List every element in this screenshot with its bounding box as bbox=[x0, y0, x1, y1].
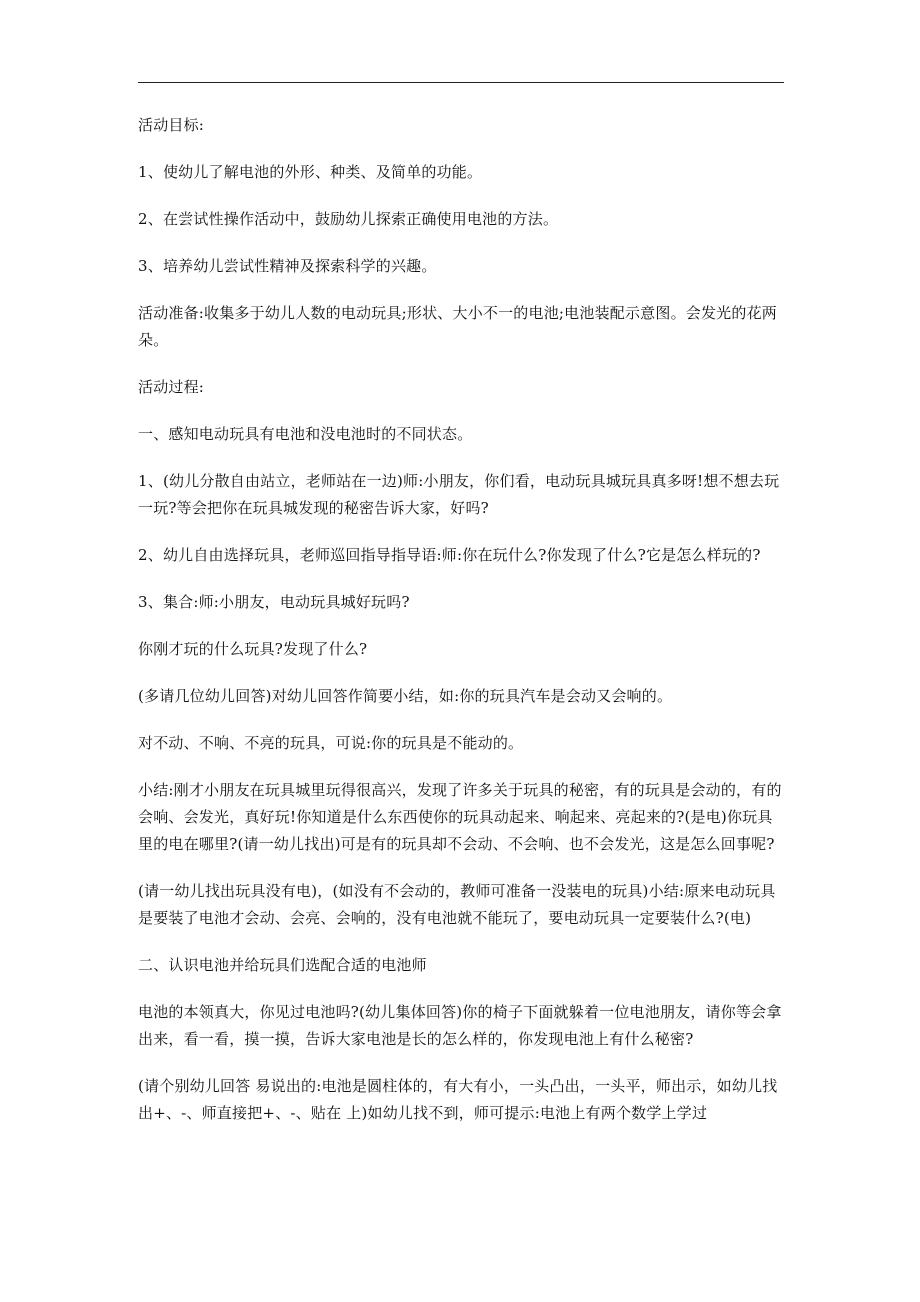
goal-item-2: 2、在尝试性操作活动中，鼓励幼儿探索正确使用电池的方法。 bbox=[138, 210, 559, 228]
process-paragraph: 2、幼儿自由选择玩具，老师巡回指导指导语:师:你在玩什么?你发现了什么?它是怎么样玩的? bbox=[138, 546, 761, 564]
process-paragraph: 1、(幼儿分散自由站立，老师站在一边)师:小朋友，你们看，电动玩具城玩具真多呀!想不想去玩一玩?等会把你在玩具城发现的秘密告诉大家，好吗? bbox=[138, 472, 780, 517]
goal-item-3: 3、培养幼儿尝试性精神及探索科学的兴趣。 bbox=[138, 257, 437, 275]
process-paragraph: 你刚才玩的什么玩具?发现了什么? bbox=[138, 640, 368, 658]
summary-paragraph: (请一幼儿找出玩具没有电)，(如没有不会动的，教师可准备一没装电的玩具)小结:原来电动玩具是要装了电池才会动、会亮、会响的，没有电池就不能玩了，要电动玩具一定要装什么?(电) bbox=[138, 882, 776, 927]
process-paragraph: (多请几位幼儿回答)对幼儿回答作简要小结，如:你的玩具汽车是会动又会响的。 bbox=[138, 687, 673, 705]
document-body bbox=[138, 112, 786, 1147]
process-paragraph: (请个别幼儿回答 易说出的:电池是圆柱体的，有大有小，一头凸出，一头平，师出示，如幼儿找出+、-、师直接把+、-、贴在 上)如幼儿找不到，师可提示:电池上有两个数学上学过 bbox=[138, 1077, 778, 1122]
process-step-2-heading: 二、认识电池并给玩具们选配合适的电池师 bbox=[138, 956, 427, 974]
process-step-1-heading: 一、感知电动玩具有电池和没电池时的不同状态。 bbox=[138, 425, 473, 443]
process-paragraph: 对不动、不响、不亮的玩具，可说:你的玩具是不能动的。 bbox=[138, 734, 524, 752]
process-paragraph: 电池的本领真大，你见过电池吗?(幼儿集体回答)你的椅子下面就躲着一位电池朋友，请你等会拿出来，看一看，摸一摸，告诉大家电池是长的怎么样的，你发现电池上有什么秘密? bbox=[138, 1003, 782, 1048]
section-heading-process: 活动过程: bbox=[138, 378, 205, 396]
summary-paragraph: 小结:刚才小朋友在玩具城里玩得很高兴，发现了许多关于玩具的秘密，有的玩具是会动的，有的会响、会发光，真好玩!你知道是什么东西使你的玩具动起来、响起来、亮起来的?(是电)你玩具里的电在哪里?(请一幼儿找出)可是有的玩具却不会动、不会响、也不会发光，这是怎么回事呢? bbox=[138, 781, 782, 853]
goal-item-1: 1、使幼儿了解电池的外形、种类、及简单的功能。 bbox=[138, 163, 483, 181]
header-rule bbox=[138, 82, 784, 83]
process-paragraph: 3、集合:师:小朋友，电动玩具城好玩吗? bbox=[138, 593, 410, 611]
section-heading-goals: 活动目标: bbox=[138, 116, 205, 134]
preparation-paragraph: 活动准备:收集多于幼儿人数的电动玩具;形状、大小不一的电池;电池装配示意图。会发光的花两朵。 bbox=[138, 304, 777, 349]
